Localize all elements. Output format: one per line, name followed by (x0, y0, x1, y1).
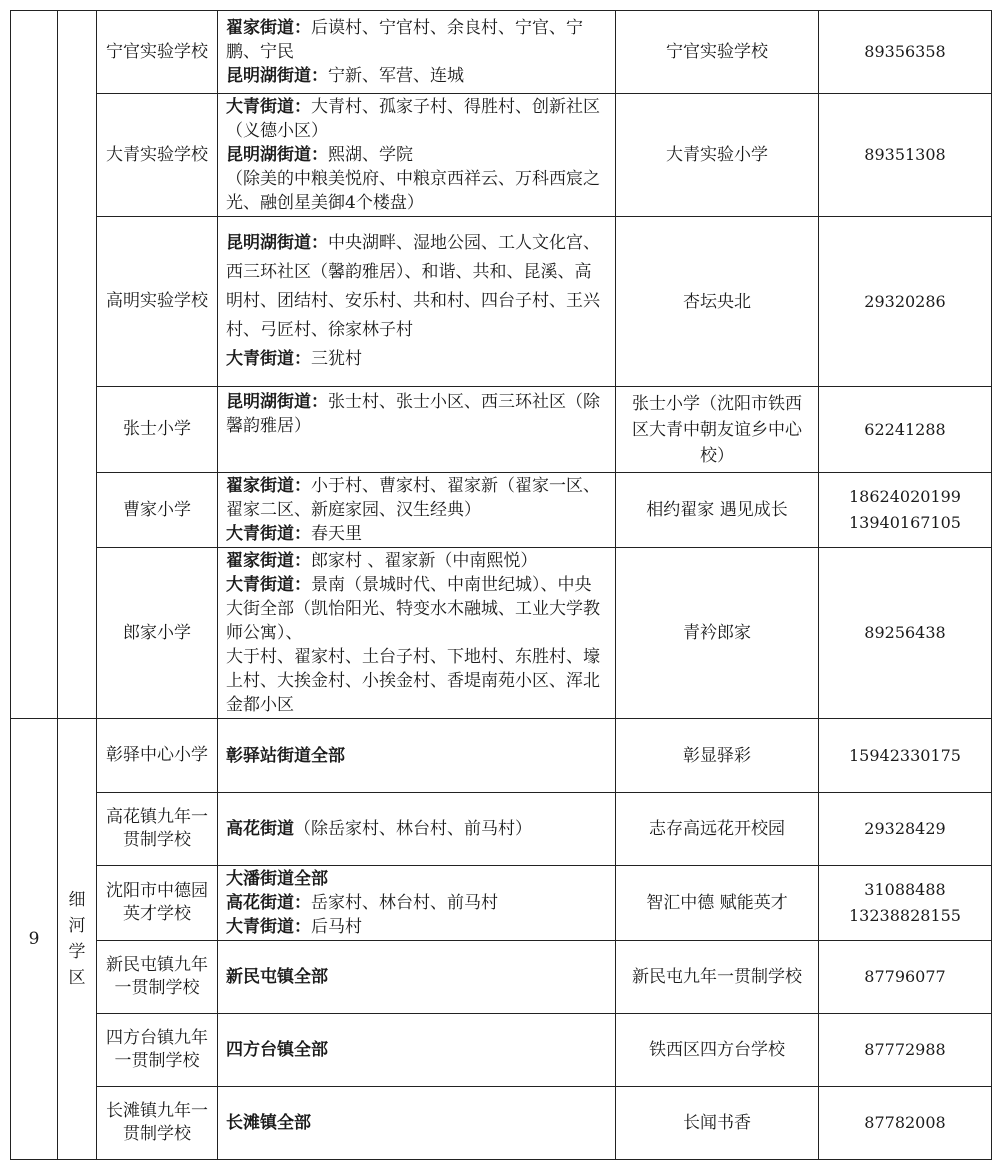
street-detail: 小于村、曹家村、翟家新（翟家一区、翟家二区、新庭家园、汉生经典） (226, 476, 600, 520)
school-slogan: 彰显驿彩 (616, 719, 819, 793)
street-title: 高花街道： (226, 893, 311, 913)
street-title: 大潘街道全部 (226, 869, 328, 889)
phone-number: 29320286 (819, 217, 992, 387)
school-slogan: 杏坛央北 (616, 217, 819, 387)
district-number: 9 (11, 719, 58, 1160)
table-row (11, 719, 992, 793)
enrollment-range (218, 217, 616, 387)
street-title: 四方台镇全部 (226, 1040, 328, 1060)
school-slogan: 志存高远花开校园 (616, 793, 819, 866)
street-title: 新民屯镇全部 (226, 967, 328, 987)
school-slogan: 相约翟家 遇见成长 (616, 473, 819, 548)
table-row (11, 1087, 992, 1160)
school-slogan: 长闻书香 (616, 1087, 819, 1160)
street-title: 昆明湖街道： (226, 145, 328, 165)
enrollment-range (218, 1014, 616, 1087)
table-row (11, 941, 992, 1014)
enrollment-range (218, 1087, 616, 1160)
enrollment-range (218, 941, 616, 1014)
school-name: 曹家小学 (97, 473, 218, 548)
street-title: 昆明湖街道： (226, 233, 328, 253)
table-row (11, 1014, 992, 1087)
street-detail: 景南（景城时代、中南世纪城）、中央大街全部（凯怡阳光、特变水木融城、工业大学教师公寓）、 (226, 575, 600, 643)
table-row (11, 94, 992, 217)
street-title: 大青街道： (226, 524, 311, 544)
school-slogan: 智汇中德 赋能英才 (616, 866, 819, 941)
street-title: 大青街道： (226, 97, 311, 117)
enrollment-range (218, 11, 616, 94)
street-title: 昆明湖街道： (226, 66, 328, 86)
street-detail: 张士村、张士小区、西三环社区（除馨韵雅居） (226, 392, 600, 436)
enrollment-range (218, 473, 616, 548)
table-row (11, 793, 992, 866)
street-title: 大青街道： (226, 917, 311, 937)
school-name: 郎家小学 (97, 548, 218, 719)
enrollment-range (218, 719, 616, 793)
street-detail: 熙湖、学院 (328, 145, 413, 165)
school-name: 高花镇九年一贯制学校 (97, 793, 218, 866)
street-detail: 春天里 (311, 524, 362, 544)
number-cell-empty (11, 11, 58, 719)
school-name: 新民屯镇九年一贯制学校 (97, 941, 218, 1014)
phone-number: 89351308 (819, 94, 992, 217)
street-title: 高花街道 (226, 819, 294, 839)
enrollment-range (218, 94, 616, 217)
phone-number: 89256438 (819, 548, 992, 719)
street-title: 翟家街道： (226, 18, 311, 38)
street-detail: 宁新、军营、连城 (328, 66, 464, 86)
school-name: 宁官实验学校 (97, 11, 218, 94)
school-slogan: 新民屯九年一贯制学校 (616, 941, 819, 1014)
enrollment-range (218, 866, 616, 941)
district-name: 细河学区 (58, 719, 97, 1160)
enrollment-range (218, 387, 616, 473)
street-title: 大青街道： (226, 349, 311, 369)
table-row (11, 866, 992, 941)
school-name: 大青实验学校 (97, 94, 218, 217)
phone-number: 89356358 (819, 11, 992, 94)
street-title: 昆明湖街道： (226, 392, 328, 412)
phone-number: 87782008 (819, 1087, 992, 1160)
table-row (11, 473, 992, 548)
phone-number: 62241288 (819, 387, 992, 473)
school-name: 张士小学 (97, 387, 218, 473)
table-row (11, 387, 992, 473)
school-name: 长滩镇九年一贯制学校 (97, 1087, 218, 1160)
phone-number: 87772988 (819, 1014, 992, 1087)
enrollment-range (218, 548, 616, 719)
street-title: 大青街道： (226, 575, 311, 595)
street-detail: 后马村 (311, 917, 362, 937)
street-detail: （除美的中粮美悦府、中粮京西祥云、万科西宸之光、融创星美御4个楼盘） (226, 169, 600, 213)
phone-number: 18624020199 13940167105 (819, 473, 992, 548)
school-name: 沈阳市中德园英才学校 (97, 866, 218, 941)
street-detail: （除岳家村、林台村、前马村） (294, 819, 532, 839)
street-title: 长滩镇全部 (226, 1113, 311, 1133)
street-detail: 后谟村、宁官村、余良村、宁官、宁鹏、宁民 (226, 18, 583, 62)
district-cell-empty (58, 11, 97, 719)
school-name: 彰驿中心小学 (97, 719, 218, 793)
table-row (11, 548, 992, 719)
phone-number: 87796077 (819, 941, 992, 1014)
street-title: 彰驿站街道全部 (226, 745, 345, 766)
school-slogan: 宁官实验学校 (616, 11, 819, 94)
phone-number: 31088488 13238828155 (819, 866, 992, 941)
phone-number: 29328429 (819, 793, 992, 866)
street-detail: 中央湖畔、湿地公园、工人文化宫、西三环社区（馨韵雅居）、和谐、共和、昆溪、高明村、团结村、安乐村、共和村、四台子村、王兴村、弓匠村、徐家林子村 (226, 233, 600, 340)
street-title: 翟家街道： (226, 551, 311, 571)
street-detail: 三犹村 (311, 349, 362, 369)
street-detail: 大于村、翟家村、土台子村、下地村、东胜村、壕上村、大挨金村、小挨金村、香堤南苑小区、浑北金都小区 (226, 647, 600, 715)
school-slogan: 青衿郎家 (616, 548, 819, 719)
school-name: 高明实验学校 (97, 217, 218, 387)
street-detail: 岳家村、林台村、前马村 (311, 893, 498, 913)
enrollment-table (10, 10, 992, 1160)
enrollment-range (218, 793, 616, 866)
street-detail: 大青村、孤家子村、得胜村、创新社区（义德小区） (226, 97, 600, 141)
phone-number: 15942330175 (819, 719, 992, 793)
school-name: 四方台镇九年一贯制学校 (97, 1014, 218, 1087)
table-row (11, 11, 992, 94)
street-detail: 郎家村 、翟家新（中南熙悦） (311, 551, 538, 571)
street-title: 翟家街道： (226, 476, 311, 496)
school-slogan: 大青实验小学 (616, 94, 819, 217)
school-slogan: 张士小学（沈阳市铁西区大青中朝友谊乡中心校） (616, 387, 819, 473)
school-slogan: 铁西区四方台学校 (616, 1014, 819, 1087)
table-row (11, 217, 992, 387)
